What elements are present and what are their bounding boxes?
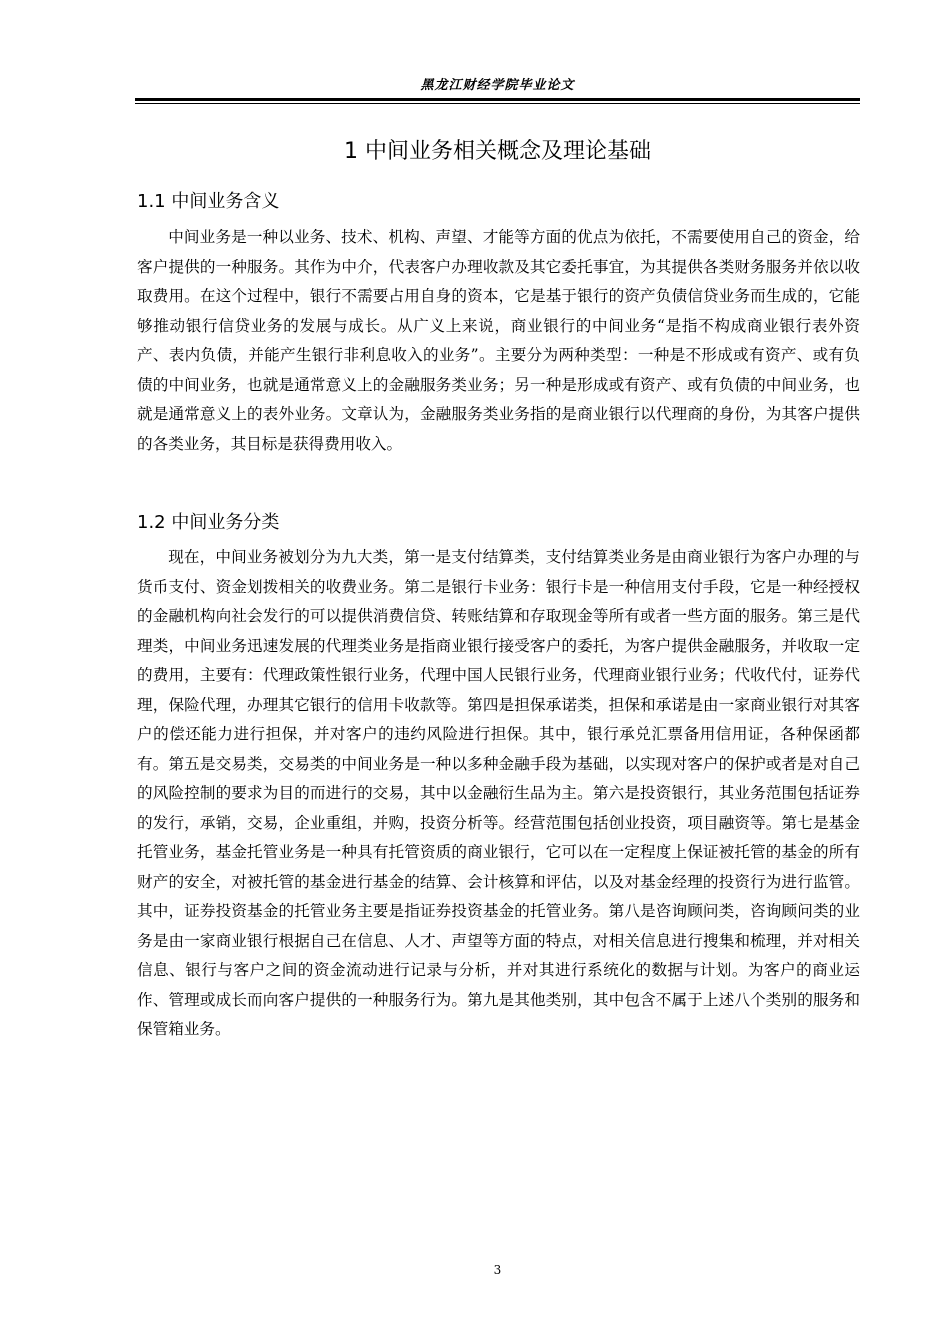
section-1-2-paragraph: 现在，中间业务被划分为九大类，第一是支付结算类，支付结算类业务是由商业银行为客户办理的与货币支付、资金划拨相关的收费业务。第二是银行卡业务：银行卡是一种信用支付手段，它是一种经授权的金融机构向社会发行的可以提供消费信贷、转账结算和存取现金等所有或者一些方面的服务。第三是代理类，中间业务迅速发展的代理类业务是指商业银行接受客户的委托，为客户提供金融服务，并收取一定的费用，主要有：代理政策性银行业务，代理中国人民银行业务，代理商业银行业务；代收代付，证券代理，保险代理，办理其它银行的信用卡收款等。第四是担保承诺类，担保和承诺是由一家商业银行对其客户的偿还能力进行担保，并对客户的违约风险进行担保。其中，银行承兑汇票备用信用证，各种保函都有。第五是交易类，交易类的中间业务是一种以多种金融手段为基础，以实现对客户的保护或者是对自己的风险控制的要求为目的而进行的交易，其中以金融衍生品为主。第六是投资银行，其业务范围包括证券的发行，承销，交易，企业重组，并购，投资分析等。经营范围包括创业投资，项目融资等。第七是基金托管业务，基金托管业务是一种具有托管资质的商业银行，它可以在一定程度上保证被托管的基金的所有财产的安全，对被托管的基金进行基金的结算、会计核算和评估，以及对基金经理的投资行为进行监管。其中，证券投资基金的托管业务主要是指证券投资基金的托管业务。第八是咨询顾问类，咨询顾问类的业务是由一家商业银行根据自己在信息、人才、声望等方面的特点，对相关信息进行搜集和梳理，并对相关信息、银行与客户之间的资金流动进行记录与分析，并对其进行系统化的数据与计划。为客户的商业运作、管理或成长而向客户提供的一种服务行为。第九是其他类别，其中包含不属于上述八个类别的服务和保管箱业务。: [137, 548, 860, 1038]
section-heading-1-1: 1.1 中间业务含义: [137, 191, 280, 212]
running-header: 黑龙江财经学院毕业论文: [420, 78, 575, 93]
page-number: 3: [493, 1263, 502, 1277]
section-heading-1-2: 1.2 中间业务分类: [137, 512, 280, 533]
header-rule-thin: [135, 103, 860, 104]
section-1-1-paragraph: 中间业务是一种以业务、技术、机构、声望、才能等方面的优点为依托，不需要使用自己的资金，给客户提供的一种服务。其作为中介，代表客户办理收款及其它委托事宜，为其提供各类财务服务并依以收取费用。在这个过程中，银行不需要占用自身的资本，它是基于银行的资产负债信贷业务而生成的，它能够推动银行信贷业务的发展与成长。从广义上来说，商业银行的中间业务“是指不构成商业银行表外资产、表内负债，并能产生银行非利息收入的业务”。主要分为两种类型：一种是不形成或有资产、或有负债的中间业务，也就是通常意义上的金融服务类业务；另一种是形成或有资产、或有负债的中间业务，也就是通常意义上的表外业务。文章认为，金融服务类业务指的是商业银行以代理商的身份，为其客户提供的各类业务，其目标是获得费用收入。: [137, 228, 860, 453]
chapter-title: 1 中间业务相关概念及理论基础: [344, 139, 651, 164]
header-rule-thick: [135, 98, 860, 101]
